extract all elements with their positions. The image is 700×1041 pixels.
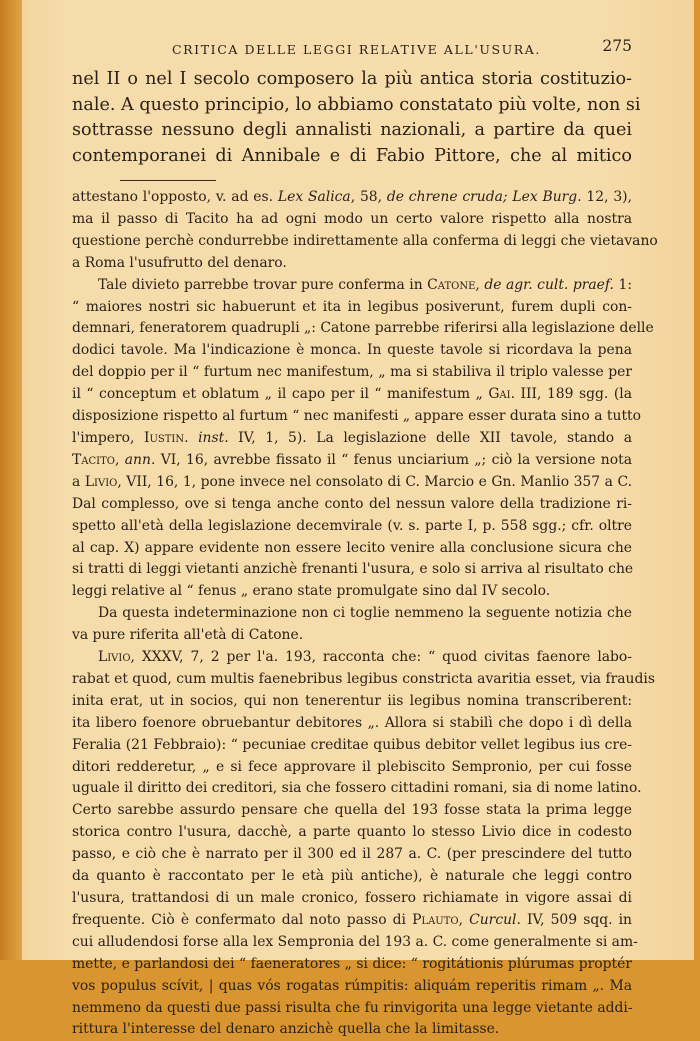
citation-title: Curcul [469, 911, 517, 928]
footnote-line: al cap. X) appare evidente non essere lecito venire alla conclusione sicura che [72, 539, 632, 556]
main-text [72, 67, 641, 169]
footnote-line: cui alludendosi forse alla lex Sempronia del 193 a. C. come generalmente si am- [72, 933, 638, 950]
footnote-line [72, 384, 632, 406]
footnote-line: disposizione rispetto al furtum “ nec manifesti „ appare esser durata sino a tutto [72, 408, 641, 425]
footnote-line: “ maiores nostri sic habuerunt et ita in legibus posiverunt, furem dupli con- [72, 298, 632, 315]
footnote-line: uguale il diritto dei creditori, sia che fossero cittadini romani, sia di nome latino. [72, 780, 642, 797]
citation-title: de chrene cruda; Lex Burg [386, 189, 578, 205]
text-run: . [184, 429, 199, 446]
footnote-line [72, 647, 632, 669]
citation-title: ann [124, 451, 151, 468]
text-run: il “ conceptum et oblatum „ il capo per il “ manifestum „ [72, 386, 489, 403]
author-name: Livio [98, 649, 131, 666]
footnote-line [72, 428, 632, 450]
footnote-line: demnari, feneratorem quadrupli „: Catone parrebbe riferirsi alla legislazione delle [72, 320, 654, 337]
text-run: . 12, 3), [577, 189, 633, 205]
footnote-line [72, 910, 632, 932]
page-header [72, 37, 632, 59]
text-run: . VI, 16, avrebbe fissato il “ fenus unciarium „; ciò la versione nota [150, 451, 632, 468]
text-run: , 58, [350, 189, 387, 205]
footnote-line: dodici tavole. Ma l'indicazione è monca. In queste tavole si ricordava la pena [72, 342, 632, 359]
text-run: l'impero, [72, 429, 144, 446]
footnote-separator [120, 180, 216, 181]
footnote-line: Feralia (21 Febbraio): “ pecuniae creditae quibus debitor vellet legibus ius cre- [72, 736, 632, 753]
footnote-line: vos populus scívit, | quas vós rogatas rúmpitis: aliquám reperitis rimam „. Ma [72, 977, 632, 994]
footnote-line: ita libero foenore obruebantur debitores „. Allora si stabilì che dopo i dì della [72, 714, 632, 731]
footnote-line: Dal complesso, ove si tenga anche conto del nessun valore della tradizione ri- [72, 495, 632, 512]
footnote-line: a Roma l'usufrutto del denaro. [72, 254, 287, 271]
footnote-line: inita erat, ut in socios, qui non tenerentur iis legibus nomina transcriberent: [72, 692, 632, 709]
author-name: Gai [488, 386, 511, 403]
footnote-line: storica contro l'usura, dacchè, a parte quanto lo stesso Livio dice in codesto [72, 824, 632, 841]
text-run: attestano l'opposto, v. ad es. [72, 189, 278, 205]
citation-title: Lex Salica [277, 189, 351, 205]
page-edge [0, 0, 22, 960]
footnote-line: passo, e ciò che è narrato per il 300 ed il 287 a. C. (per prescindere del tutto [72, 846, 632, 863]
footnote-line: questione perchè condurrebbe indirettamente alla conferma di leggi che vietavano [72, 232, 658, 249]
text-run: . IV, 509 sqq. in [516, 911, 632, 928]
text-run: . III, 189 sgg. (la [510, 386, 632, 403]
text-run: , [458, 911, 470, 928]
footnote-line [72, 275, 632, 297]
footnote-line: si tratti di leggi vietanti anzichè frenanti l'usura, e solo si arriva al risultato che [72, 561, 634, 578]
text-run: Tale divieto parrebbe trovar pure conferma in [98, 276, 428, 293]
footnote-line: leggi relative al “ fenus „ erano state promulgate sino dal IV secolo. [72, 583, 551, 600]
main-text-line: nel II o nel I secolo composero la più antica storia costituzio- [72, 69, 632, 89]
author-name: Catone [427, 276, 476, 293]
text-run: . IV, 1, 5). La legislazione delle XII tavole, stando a [224, 429, 632, 446]
footnote-line: Da questa indeterminazione non ci toglie nemmeno la seguente notizia che [98, 605, 632, 622]
text-run: 1: [613, 276, 632, 293]
author-name: Plauto [412, 911, 459, 928]
citation-title: inst [198, 429, 225, 446]
text-run: , XXXV, 7, 2 per l'a. 193, racconta che: “ quod civitas faenore labo- [130, 649, 632, 666]
footnote-line: va pure riferita all'età di Catone. [72, 627, 304, 644]
footnote-text [72, 187, 658, 1041]
author-name: Livio [84, 473, 118, 490]
footnote-line: l'usura, trattandosi di un male cronico, fossero richiamate in vigore assai di [72, 890, 632, 906]
author-name: Tacito [72, 451, 115, 468]
text-run: a [72, 473, 85, 490]
text-run: frequente. Ciò è confermato dal noto passo di [72, 911, 413, 928]
footnote-line [72, 187, 632, 209]
footnote-line: del doppio per il “ furtum nec manifestum, „ ma si stabiliva il triplo valesse per [72, 364, 632, 381]
author-name: Iustin [143, 429, 185, 446]
book-page [22, 0, 694, 1038]
citation-title: de agr. cult. praef. [484, 276, 614, 293]
main-text-line: sottrasse nessuno degli annalisti nazionali, a partire da quei [72, 120, 632, 140]
footnote-line [72, 472, 632, 494]
text-run: , VII, 16, 1, pone invece nel consolato di C. Marcio e Gn. Manlio 357 a C. [117, 473, 632, 490]
footnote-line: spetto all'età della legislazione decemvirale (v. s. parte I, p. 558 sgg.; cfr. oltre [72, 517, 632, 534]
main-text-line: nale. A questo principio, lo abbiamo constatato più volte, non si [72, 94, 641, 115]
main-text-line: contemporanei di Annibale e di Fabio Pittore, che al mitico [72, 145, 632, 166]
text-run: , [475, 276, 485, 293]
footnote-line: ma il passo di Tacito ha ad ogni modo un certo valore rispetto alla nostra [72, 210, 632, 227]
footnote-line: da quanto è raccontato per le età più antiche), è naturale che leggi contro [72, 868, 632, 885]
running-head: CRITICA DELLE LEGGI RELATIVE ALL'USURA. [172, 42, 541, 57]
text-run: , [114, 451, 125, 468]
footnote-line: rittura l'interesse del denaro anzichè quella che la limitasse. [72, 1021, 500, 1038]
footnote-line: Certo sarebbe assurdo pensare che quella del 193 fosse stata la prima legge [72, 802, 632, 819]
footnote-line [72, 450, 632, 472]
footnote-line: nemmeno da questi due passi risulta che fu rinvigorita una legge vietante addi- [72, 999, 633, 1016]
footnote-line: mette, e parlandosi dei “ faeneratores „ si dice: “ rogitátionis plúrumas proptér [72, 955, 632, 972]
footnote-line: rabat et quod, cum multis faenebribus legibus constricta avaritia esset, via fraudis [72, 670, 655, 687]
page-number: 275 [602, 37, 632, 55]
footnote-line: ditori redderetur, „ e si fece approvare il plebiscito Sempronio, per cui fosse [72, 758, 632, 775]
